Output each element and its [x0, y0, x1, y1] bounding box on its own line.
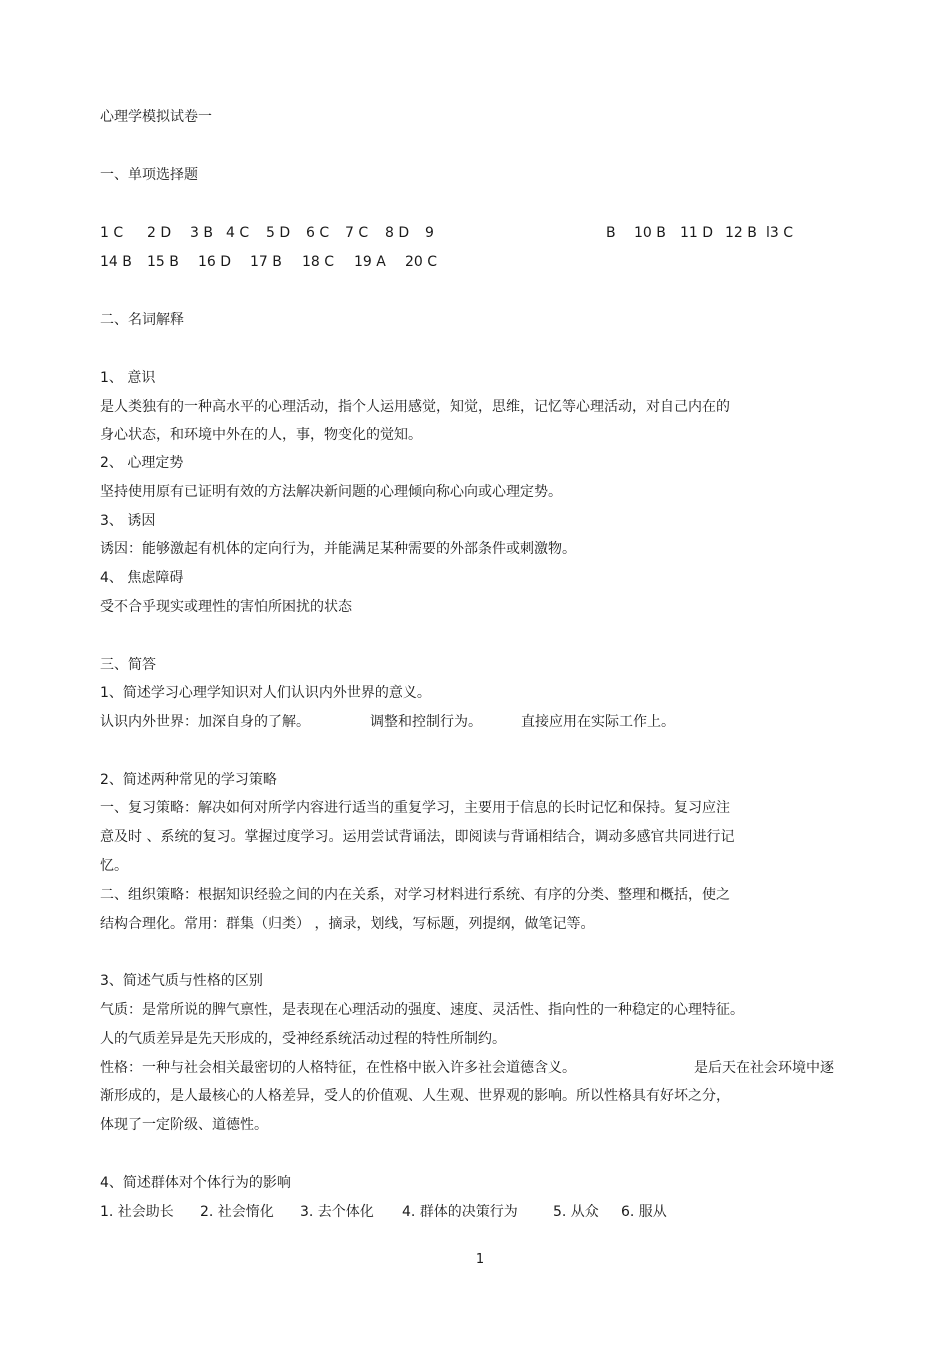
answer-item: 8 D — [385, 225, 410, 241]
section1-heading: 一、单项选择题 — [100, 167, 198, 183]
answer-text: 气质：是常所说的脾气禀性，是表现在心理活动的强度、速度、灵活性、指向性的一种稳定的心理特征。 — [100, 1002, 744, 1018]
term-heading: 4、 焦虑障碍 — [100, 570, 184, 586]
answer-text: 二、组织策略：根据知识经验之间的内在关系，对学习材料进行系统、有序的分类、整理和概括，使之 — [100, 887, 730, 903]
term-definition: 是人类独有的一种高水平的心理活动，指个人运用感觉，知觉，思维，记忆等心理活动，对自己内在的 — [100, 399, 730, 415]
answer-item: 5 D — [266, 225, 291, 241]
answer-text: 结构合理化。常用：群集（归类） ，摘录，划线，写标题，列提纲，做笔记等。 — [100, 916, 595, 932]
answer-item: 14 B — [100, 254, 132, 270]
section2-heading: 二、名词解释 — [100, 312, 184, 328]
document-title: 心理学模拟试卷一 — [100, 109, 212, 125]
answer-item: 6 C — [306, 225, 330, 241]
answer-item: 16 D — [198, 254, 232, 270]
answer-item: 20 C — [405, 254, 438, 270]
question-1: 1、简述学习心理学知识对人们认识内外世界的意义。 — [100, 685, 431, 701]
answer-item: 19 A — [354, 254, 386, 270]
term-heading: 2、 心理定势 — [100, 455, 184, 471]
answer-item: 5. 从众 — [553, 1204, 599, 1220]
answer-item: 1. 社会助长 — [100, 1204, 174, 1220]
answer-item: 4. 群体的决策行为 — [402, 1204, 518, 1220]
answer-item: 17 B — [250, 254, 282, 270]
answer-item: B — [606, 225, 616, 241]
answer-text: 忆。 — [100, 858, 128, 874]
answer-item: 6. 服从 — [621, 1204, 667, 1220]
answer-text: 渐形成的，是人最核心的人格差异，受人的价值观、人生观、世界观的影响。所以性格具有好坏之分， — [100, 1088, 730, 1104]
answer-item: 9 — [425, 225, 434, 241]
answer-text: 认识内外世界：加深自身的了解。 — [100, 714, 310, 730]
question-3: 3、简述气质与性格的区别 — [100, 973, 263, 989]
answer-item: 1 C — [100, 225, 124, 241]
answer-item: 12 B — [725, 225, 757, 241]
answer-text: 调整和控制行为。 — [370, 714, 482, 730]
question-4: 4、简述群体对个体行为的影响 — [100, 1175, 291, 1191]
term-definition: 身心状态，和环境中外在的人，事，物变化的觉知。 — [100, 427, 422, 443]
answer-item: 15 B — [147, 254, 179, 270]
answer-text: 直接应用在实际工作上。 — [521, 714, 675, 730]
question-2: 2、简述两种常见的学习策略 — [100, 772, 277, 788]
answer-item: 18 C — [302, 254, 335, 270]
answer-item: 4 C — [226, 225, 250, 241]
answer-item: 11 D — [680, 225, 714, 241]
answer-item: 2. 社会惰化 — [200, 1204, 274, 1220]
page-number: 1 — [475, 1252, 485, 1267]
answer-item: 3 B — [190, 225, 213, 241]
answer-text: 意及时 、系统的复习。掌握过度学习。运用尝试背诵法，即阅读与背诵相结合，调动多感官共同进行记 — [100, 829, 735, 845]
term-definition: 坚持使用原有已证明有效的方法解决新问题的心理倾向称心向或心理定势。 — [100, 484, 562, 500]
answer-text: 体现了一定阶级、道德性。 — [100, 1117, 268, 1133]
answer-item: 3. 去个体化 — [300, 1204, 374, 1220]
answer-item: 2 D — [147, 225, 172, 241]
section3-heading: 三、简答 — [100, 657, 156, 673]
answer-item: l3 C — [766, 225, 794, 241]
term-heading: 3、 诱因 — [100, 513, 156, 529]
answer-item: 7 C — [345, 225, 369, 241]
term-definition: 诱因：能够激起有机体的定向行为，并能满足某种需要的外部条件或刺激物。 — [100, 541, 576, 557]
answer-text: 人的气质差异是先天形成的，受神经系统活动过程的特性所制约。 — [100, 1031, 506, 1047]
term-definition: 受不合乎现实或理性的害怕所困扰的状态 — [100, 599, 352, 615]
answer-item: 10 B — [634, 225, 666, 241]
answer-text: 是后天在社会环境中逐 — [694, 1060, 834, 1076]
answer-text: 性格：一种与社会相关最密切的人格特征，在性格中嵌入许多社会道德含义。 — [100, 1060, 576, 1076]
answer-text: 一、复习策略：解决如何对所学内容进行适当的重复学习，主要用于信息的长时记忆和保持。复习应注 — [100, 800, 730, 816]
term-heading: 1、 意识 — [100, 370, 156, 386]
